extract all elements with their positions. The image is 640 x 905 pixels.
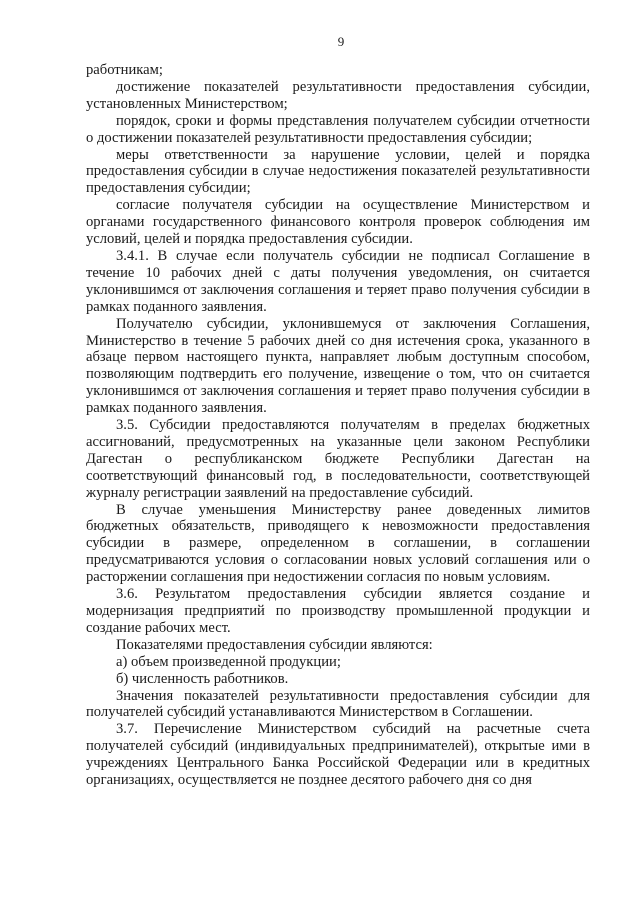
paragraph: Показателями предоставления субсидии являются: [116, 636, 433, 653]
paragraph: 3.7. Перечисление Министерством субсидий на расчетные счета получателей субсидий (индивидуальных предпринимателей), открытые ими в учреждениях Центрального Банка Российской Федерации или в кредитных организациях, осуществляется не позднее десятого рабочего дня со дня [86, 721, 590, 789]
paragraph: согласие получателя субсидии на осуществление Министерством и органами государственного финансового контроля проверок соблюдения им условий, целей и порядка предоставления субсидии. [86, 197, 590, 248]
document-body [86, 62, 590, 789]
paragraph: Значения показателей результативности предоставления субсидии для получателей субсидий устанавливаются Министерством в Соглашении. [86, 687, 590, 721]
paragraph: а) объем произведенной продукции; [116, 653, 341, 670]
paragraph: работникам; [86, 62, 163, 78]
paragraph: достижение показателей результативности предоставления субсидии, установленных Министерством; [86, 78, 590, 112]
paragraph: В случае уменьшения Министерству ранее доведенных лимитов бюджетных обязательств, приводящего к невозможности предоставления субсидии в размере, определенном в соглашении, в соглашении предусматриваются условия о согласовании новых условий соглашения или о расторжении соглашения при недостижении согласия по новым условиям. [86, 501, 590, 586]
paragraph: 3.6. Результатом предоставления субсидии является создание и модернизация предприятий по производству промышленной продукции и создание рабочих мест. [86, 586, 590, 636]
paragraph: б) численность работников. [116, 670, 289, 687]
paragraph: порядок, сроки и формы представления получателем субсидии отчетности о достижении показателей результативности предоставления субсидии; [86, 112, 590, 146]
paragraph: 3.5. Субсидии предоставляются получателям в пределах бюджетных ассигнований, предусмотренных на указанные цели законом Республики Дагестан о республиканском бюджете Республики Дагестан на соответствующий финансовый год, в последовательности, соответствующей журналу регистрации заявлений на предоставление субсидий. [86, 417, 590, 501]
paragraph: Получателю субсидии, уклонившемуся от заключения Соглашения, Министерство в течение 5 рабочих дней со дня истечения срока, указанного в абзаце первом настоящего пункта, направляет любым доступным способом, позволяющим подтвердить его получение, извещение о том, что он считается уклонившимся от заключения соглашения и теряет право получения субсидии в рамках поданного заявления. [86, 315, 590, 417]
paragraph: 3.4.1. В случае если получатель субсидии не подписал Соглашение в течение 10 рабочих дней с даты получения уведомления, он считается уклонившимся от заключения соглашения и теряет право получения субсидии в рамках поданного заявления. [86, 247, 590, 315]
page-number: 9 [337, 34, 345, 49]
paragraph: меры ответственности за нарушение условии, целей и порядка предоставления субсидии в случае недостижения показателей результативности предоставления субсидии; [86, 146, 590, 197]
